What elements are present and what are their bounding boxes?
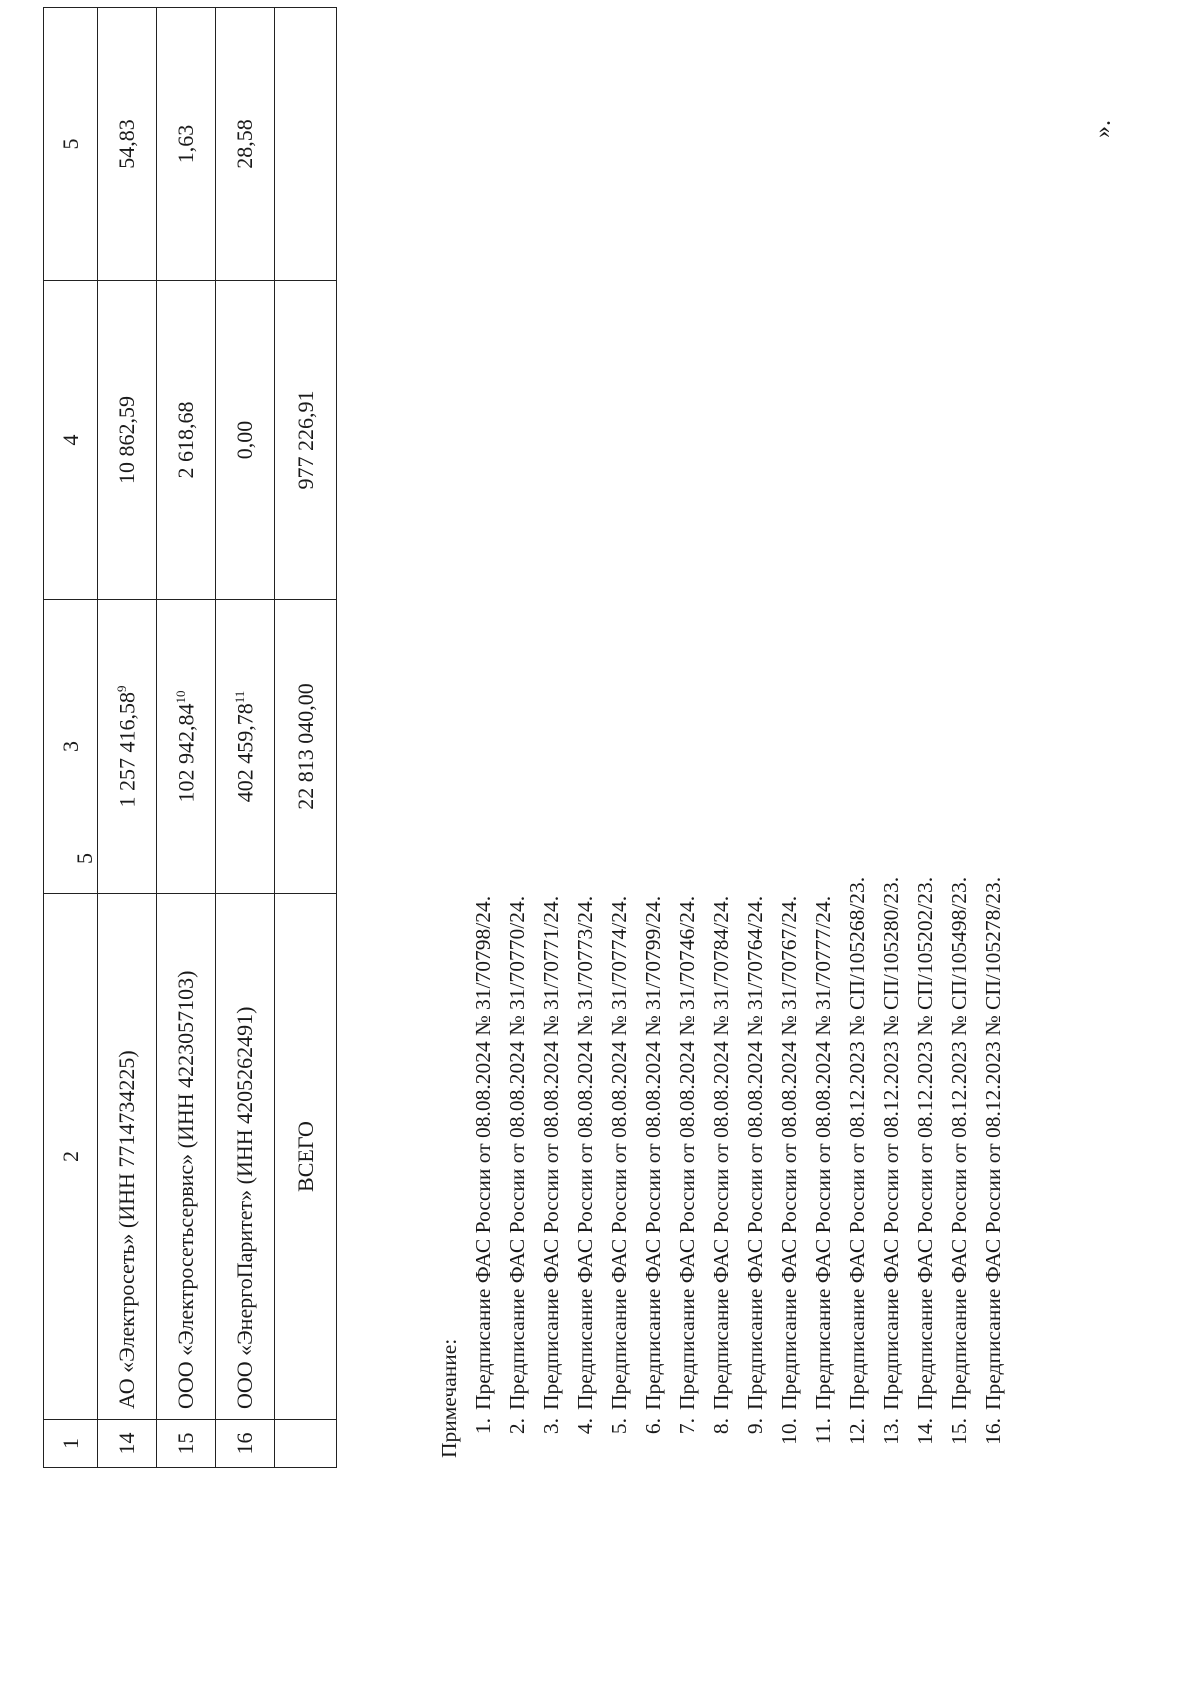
note-number: 11. xyxy=(811,1418,835,1445)
organization-name-text: ООО «ЭнергоПаритет» (ИНН 4205262491) xyxy=(232,1006,257,1409)
list-item xyxy=(568,877,602,1458)
table-total-row xyxy=(275,8,337,1468)
col5-value: 1,63 xyxy=(157,8,216,281)
note-text: Предписание ФАС России от 08.08.2024 № 31/70764/24. xyxy=(743,895,767,1410)
header-col-2: 2 xyxy=(44,894,98,1420)
note-number: 15. xyxy=(947,1418,971,1445)
total-col5 xyxy=(275,8,337,281)
amount-cell xyxy=(216,600,275,894)
note-text: Предписание ФАС России от 08.12.2023 № СП/105268/23. xyxy=(845,876,869,1410)
col5-value: 28,58 xyxy=(216,8,275,281)
list-item xyxy=(840,877,874,1458)
table-row xyxy=(216,8,275,1468)
total-empty-cell xyxy=(275,1420,337,1468)
row-number: 15 xyxy=(157,1420,216,1468)
list-item xyxy=(636,877,670,1458)
amount-cell xyxy=(157,600,216,894)
total-label: ВСЕГО xyxy=(275,894,337,1420)
notes-list xyxy=(466,877,1010,1458)
note-number: 16. xyxy=(981,1418,1005,1445)
list-item xyxy=(500,877,534,1458)
organization-name xyxy=(216,894,275,1420)
list-item xyxy=(738,877,772,1458)
notes-section xyxy=(432,877,1010,1458)
list-item xyxy=(534,877,568,1458)
note-number: 6. xyxy=(641,1418,665,1435)
note-text: Предписание ФАС России от 08.12.2023 № СП/105278/23. xyxy=(981,876,1005,1410)
list-item xyxy=(704,877,738,1458)
note-text: Предписание ФАС России от 08.08.2024 № 31/70799/24. xyxy=(641,895,665,1410)
note-text: Предписание ФАС России от 08.08.2024 № 31/70784/24. xyxy=(709,895,733,1410)
note-number: 14. xyxy=(913,1418,937,1445)
footnote-ref: 11 xyxy=(231,690,247,704)
table-header-row xyxy=(44,8,98,1468)
col4-value: 2 618,68 xyxy=(157,281,216,600)
list-item xyxy=(976,877,1010,1458)
organization-name-text: ООО «Электросетьсервис» (ИНН 4223057103) xyxy=(173,970,198,1409)
total-amount: 22 813 040,00 xyxy=(275,600,337,894)
page-number: 5 xyxy=(72,853,97,864)
header-col-1: 1 xyxy=(44,1420,98,1468)
row-number: 14 xyxy=(98,1420,157,1468)
col4-value: 0,00 xyxy=(216,281,275,600)
note-number: 5. xyxy=(607,1418,631,1435)
note-text: Предписание ФАС России от 08.08.2024 № 31/70767/24. xyxy=(777,895,801,1410)
data-table xyxy=(43,7,337,1468)
note-number: 3. xyxy=(539,1418,563,1435)
note-text: Предписание ФАС России от 08.08.2024 № 31/70774/24. xyxy=(607,895,631,1410)
note-number: 10. xyxy=(777,1418,801,1445)
list-item xyxy=(806,877,840,1458)
notes-title: Примечание: xyxy=(437,1338,461,1458)
note-text: Предписание ФАС России от 08.12.2023 № СП/105202/23. xyxy=(913,876,937,1410)
header-col-5: 5 xyxy=(44,8,98,281)
row-number: 16 xyxy=(216,1420,275,1468)
table-row xyxy=(98,8,157,1468)
list-item xyxy=(942,877,976,1458)
note-number: 9. xyxy=(743,1418,767,1435)
note-text: Предписание ФАС России от 08.08.2024 № 31/70771/24. xyxy=(539,895,563,1410)
note-text: Предписание ФАС России от 08.08.2024 № 31/70773/24. xyxy=(573,895,597,1410)
list-item xyxy=(602,877,636,1458)
table-row xyxy=(157,8,216,1468)
note-number: 4. xyxy=(573,1418,597,1435)
note-number: 13. xyxy=(879,1418,903,1445)
footnote-ref: 10 xyxy=(172,690,188,704)
closing-quote-mark: ». xyxy=(1090,120,1116,138)
list-item xyxy=(466,877,500,1458)
amount-value: 1 257 416,58 xyxy=(114,692,140,808)
organization-name-text: АО «Электросеть» (ИНН 7714734225) xyxy=(114,1050,139,1409)
list-item xyxy=(908,877,942,1458)
note-number: 12. xyxy=(845,1418,869,1445)
list-item xyxy=(772,877,806,1458)
total-col4: 977 226,91 xyxy=(275,281,337,600)
note-text: Предписание ФАС России от 08.08.2024 № 31/70777/24. xyxy=(811,895,835,1410)
organization-name xyxy=(157,894,216,1420)
amount-value: 402 459,78 xyxy=(232,703,258,803)
note-number: 1. xyxy=(471,1418,495,1435)
organization-name xyxy=(98,894,157,1420)
col4-value: 10 862,59 xyxy=(98,281,157,600)
note-text: Предписание ФАС России от 08.08.2024 № 31/70770/24. xyxy=(505,895,529,1410)
col5-value: 54,83 xyxy=(98,8,157,281)
note-text: Предписание ФАС России от 08.12.2023 № СП/105498/23. xyxy=(947,876,971,1410)
note-number: 7. xyxy=(675,1418,699,1435)
note-text: Предписание ФАС России от 08.12.2023 № СП/105280/23. xyxy=(879,876,903,1410)
note-text: Предписание ФАС России от 08.08.2024 № 31/70746/24. xyxy=(675,895,699,1410)
header-col-3: 3 xyxy=(44,600,98,894)
list-item xyxy=(874,877,908,1458)
list-item xyxy=(670,877,704,1458)
amount-value: 102 942,84 xyxy=(173,703,199,803)
footnote-ref: 9 xyxy=(113,685,129,692)
note-number: 8. xyxy=(709,1418,733,1435)
header-col-4: 4 xyxy=(44,281,98,600)
note-text: Предписание ФАС России от 08.08.2024 № 31/70798/24. xyxy=(471,895,495,1410)
note-number: 2. xyxy=(505,1418,529,1435)
amount-cell xyxy=(98,600,157,894)
